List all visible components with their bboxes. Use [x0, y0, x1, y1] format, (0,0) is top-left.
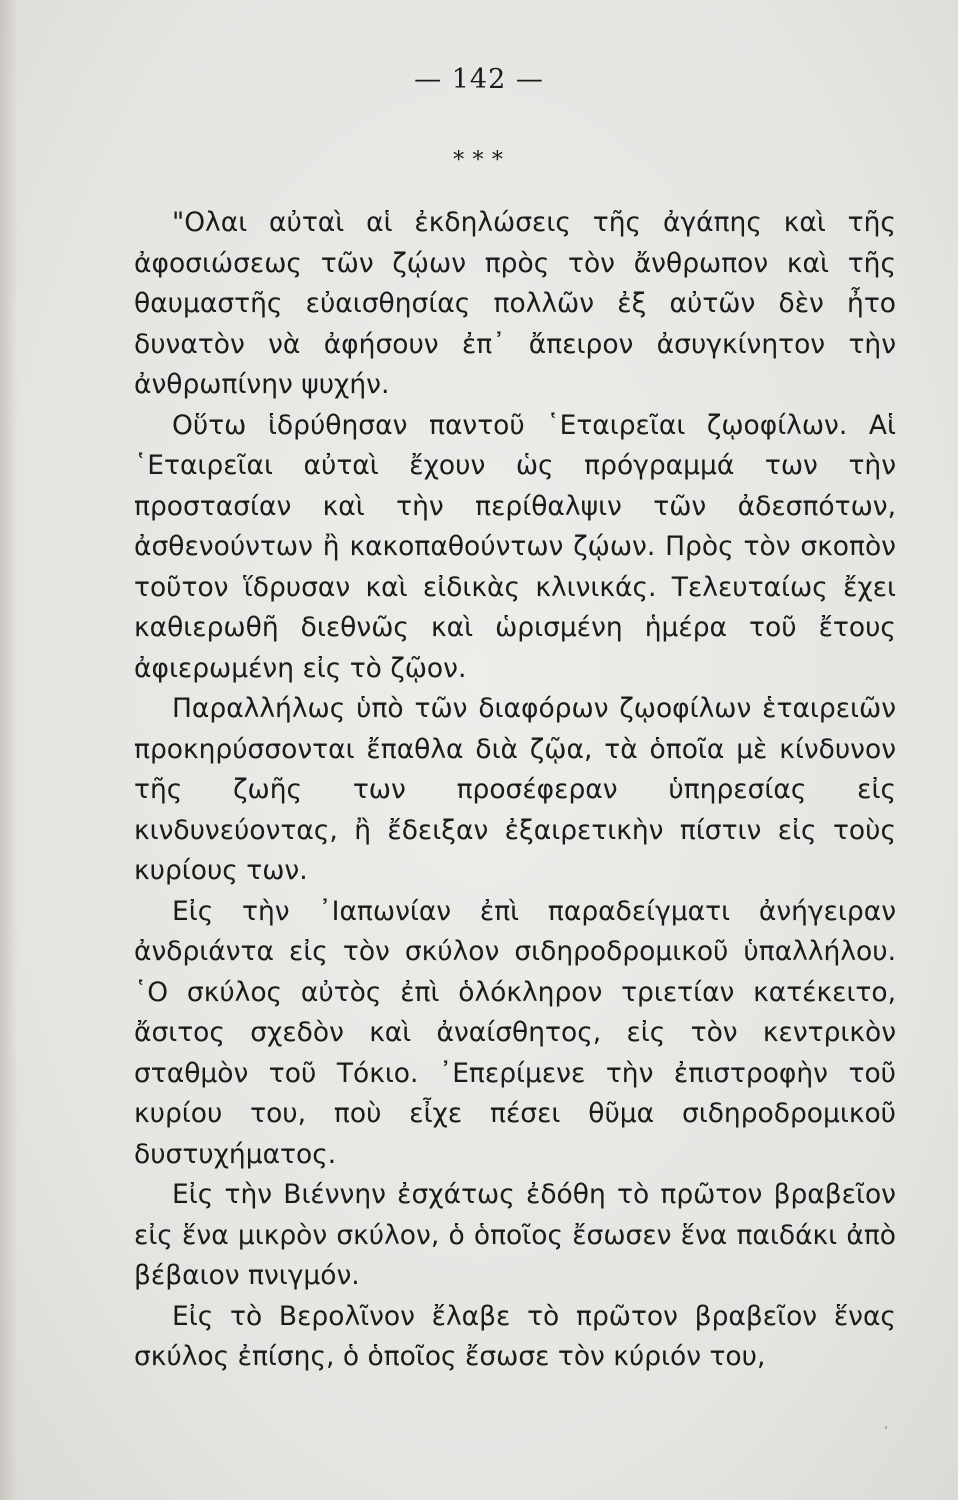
- section-asterism: * * *: [453, 148, 505, 173]
- paragraph-4: Εἰς τὴν ᾽Ιαπωνίαν ἐπὶ παραδείγματι ἀνήγειραν ἀνδριάντα εἰς τὸν σκύλον σιδηροδρομικοῦ ὑπαλλήλου. ῾Ο σκύλος αὐτὸς ἐπὶ ὁλόκληρον τριετίαν κατέκειτο, ἄσιτος σχεδὸν καὶ ἀναίσθητος, εἰς τὸν κεντρικὸν σταθμὸν τοῦ Τόκιο. ᾽Επερίμενε τὴν ἐπιστροφὴν τοῦ κυρίου του, ποὺ εἶχε πέσει θῦμα σιδηροδρομικοῦ δυστυχήματος.: [134, 895, 896, 1170]
- page-number: — 142 —: [414, 64, 544, 95]
- paragraph-5: Εἰς τὴν Βιέννην ἐσχάτως ἐδόθη τὸ πρῶτον βραβεῖον εἰς ἕνα μικρὸν σκύλον, ὁ ὁποῖος ἔσωσεν ἕνα παιδάκι ἀπὸ βέβαιον πνιγμόν.: [134, 1179, 896, 1291]
- paragraph-2: Οὕτω ἱδρύθησαν παντοῦ ῾Εταιρεῖαι ζῳοφίλων. Αἱ ῾Εταιρεῖαι αὐταὶ ἔχουν ὡς πρόγραμμά των τὴν προστασίαν καὶ τὴν περίθαλψιν τῶν ἀδεσπότων, ἀσθενούντων ἢ κακοπαθούντων ζῴων. Πρὸς τὸν σκοπὸν τοῦτον ἵδρυσαν καὶ εἰδικὰς κλινικάς. Τελευταίως ἔχει καθιερωθῆ διεθνῶς καὶ ὡρισμένη ἡμέρα τοῦ ἔτους ἀφιερωμένη εἰς τὸ ζῷον.: [134, 409, 896, 684]
- corner-mark: ʼ: [884, 1424, 888, 1438]
- body-text: [134, 203, 896, 1378]
- paragraph-3: Παραλλήλως ὑπὸ τῶν διαφόρων ζῳοφίλων ἑταιρειῶν προκηρύσσονται ἔπαθλα διὰ ζῷα, τὰ ὁποῖα μὲ κίνδυνον τῆς ζωῆς των προσέφεραν ὑπηρεσίας εἰς κινδυνεύοντας, ἢ ἔδειξαν ἐξαιρετικὴν πίστιν εἰς τοὺς κυρίους των.: [134, 693, 896, 886]
- paragraph-1: "Ολαι αὐταὶ αἱ ἐκδηλώσεις τῆς ἀγάπης καὶ τῆς ἀφοσιώσεως τῶν ζῴων πρὸς τὸν ἄνθρωπον καὶ τῆς θαυμαστῆς εὐαισθησίας πολλῶν ἐξ αὐτῶν δὲν ἦτο δυνατὸν νὰ ἀφήσουν ἐπ᾽ ἄπειρον ἀσυγκίνητον τὴν ἀνθρωπίνην ψυχήν.: [134, 207, 896, 400]
- paragraph-6: Εἰς τὸ Βερολῖνον ἔλαβε τὸ πρῶτον βραβεῖον ἕνας σκύλος ἐπίσης, ὁ ὁποῖος ἔσωσε τὸν κύριόν του,: [134, 1300, 896, 1372]
- spine-shadow: [0, 0, 18, 1500]
